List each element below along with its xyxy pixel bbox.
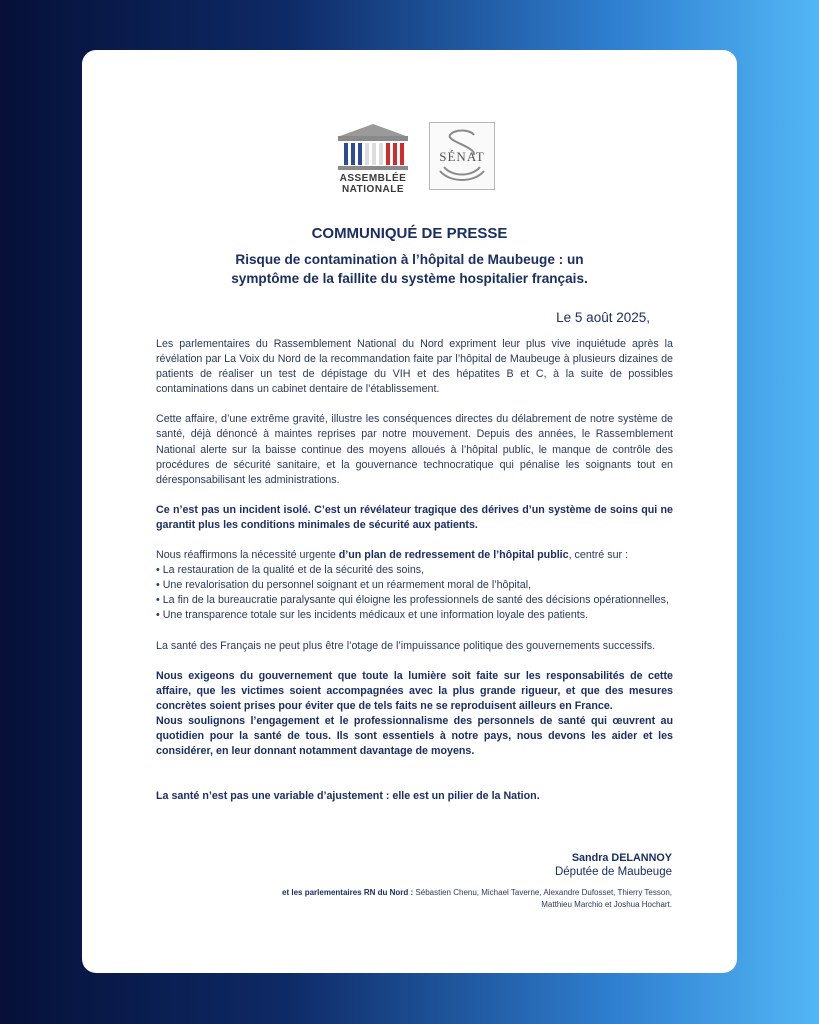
- p4-pre: Nous réaffirmons la nécessité urgente: [156, 549, 339, 562]
- paragraph-2: Cette affaire, d’une extrême gravité, illustre les conséquences directes du délabrement de notre système de santé, déjà dénoncé à maintes reprises par notre mouvement. Depuis des années, le Rassemblement National alerte sur la baisse continue des moyens alloués à l’hôpital public, le manque de contrôle des procédures de sécurité sanitaire, et la gouvernance technocratique qui pénalise les soignants tout en déresponsabilisant les administrations.: [156, 413, 673, 486]
- signature: [555, 852, 672, 878]
- parl-label: et les parlementaires RN du Nord :: [282, 888, 414, 897]
- paragraph-6: Nous exigeons du gouvernement que toute la lumière soit faite sur les responsabilités de cette affaire, que les victimes soient accompagnées avec la plus grande rigueur, et que des mesures concrètes soient prises pour éviter que de tels faits ne se reproduisent ailleurs en France.: [156, 669, 673, 712]
- paragraph-8: La santé n’est pas une variable d’ajustement : elle est un pilier de la Nation.: [156, 790, 540, 803]
- p4-bold: d’un plan de redressement de l’hôpital public: [338, 549, 569, 562]
- senat-label: SÉNAT: [439, 149, 485, 164]
- signatory-title: Députée de Maubeuge: [554, 866, 672, 878]
- subtitle: [82, 250, 737, 288]
- paragraph-7: Nous soulignons l’engagement et le professionnalisme des personnels de santé qui œuvrent au quotidien pour la santé de tous. Ils sont essentiels à notre pays, nous devons les aider et les considérer, en leur donnant notamment davantage de moyens.: [156, 714, 673, 758]
- bullet-item: • Une transparence totale sur les incidents médicaux et une information loyale des patients.: [156, 609, 589, 622]
- page-title: COMMUNIQUÉ DE PRESSE: [311, 225, 508, 242]
- an-line2: NATIONALE: [341, 184, 405, 195]
- signatory-name: Sandra DELANNOY: [571, 852, 672, 864]
- parl-names: Sébastien Chenu, Michael Taverne, Alexandre Dufosset, Thierry Tesson, Matthieu Marchio et Joshua Hochart.: [413, 888, 672, 909]
- parliamentarians-list: [252, 887, 672, 911]
- paragraph-4: [156, 548, 673, 563]
- subtitle-line1: Risque de contamination à l’hôpital de Maubeuge : un: [235, 252, 584, 267]
- paragraph-5: La santé des Français ne peut plus être l’otage de l’impuissance politique des gouvernements successifs.: [156, 639, 656, 652]
- paragraph-1: Les parlementaires du Rassemblement National du Nord expriment leur plus vive inquiétude après la révélation par La Voix du Nord de la recommandation faite par l’hôpital de Maubeuge à plusieurs dizaines de patients de réaliser un test de dépistage du VIH et des hépatites B et C, à la suite de possibles contaminations dans un cabinet dentaire de l’établissement.: [156, 338, 673, 396]
- paragraph-3: Ce n’est pas un incident isolé. C’est un révélateur tragique des dérives d’un système de soins qui ne garantit plus les conditions minimales de sécurité aux patients.: [156, 503, 673, 531]
- release-body: [156, 337, 673, 804]
- bullet-item: • La fin de la bureaucratie paralysante qui éloigne les professionnels de santé des décisions opérationnelles,: [156, 594, 669, 607]
- subtitle-line2: symptôme de la faillite du système hospitalier français.: [231, 271, 588, 286]
- logos: [334, 122, 500, 196]
- senat-logo: [429, 122, 495, 190]
- date: Le 5 août 2025,: [556, 310, 650, 325]
- assemblee-nationale-logo: [334, 122, 412, 196]
- an-line1: ASSEMBLÉE: [339, 173, 407, 184]
- p4-post: , centré sur :: [568, 549, 629, 562]
- bullet-item: • La restauration de la qualité et de la sécurité des soins,: [156, 564, 425, 577]
- assemblee-building-icon: [334, 122, 412, 172]
- press-release-card: [82, 50, 737, 973]
- bullet-item: • Une revalorisation du personnel soignant et un réarmement moral de l’hôpital,: [156, 579, 532, 592]
